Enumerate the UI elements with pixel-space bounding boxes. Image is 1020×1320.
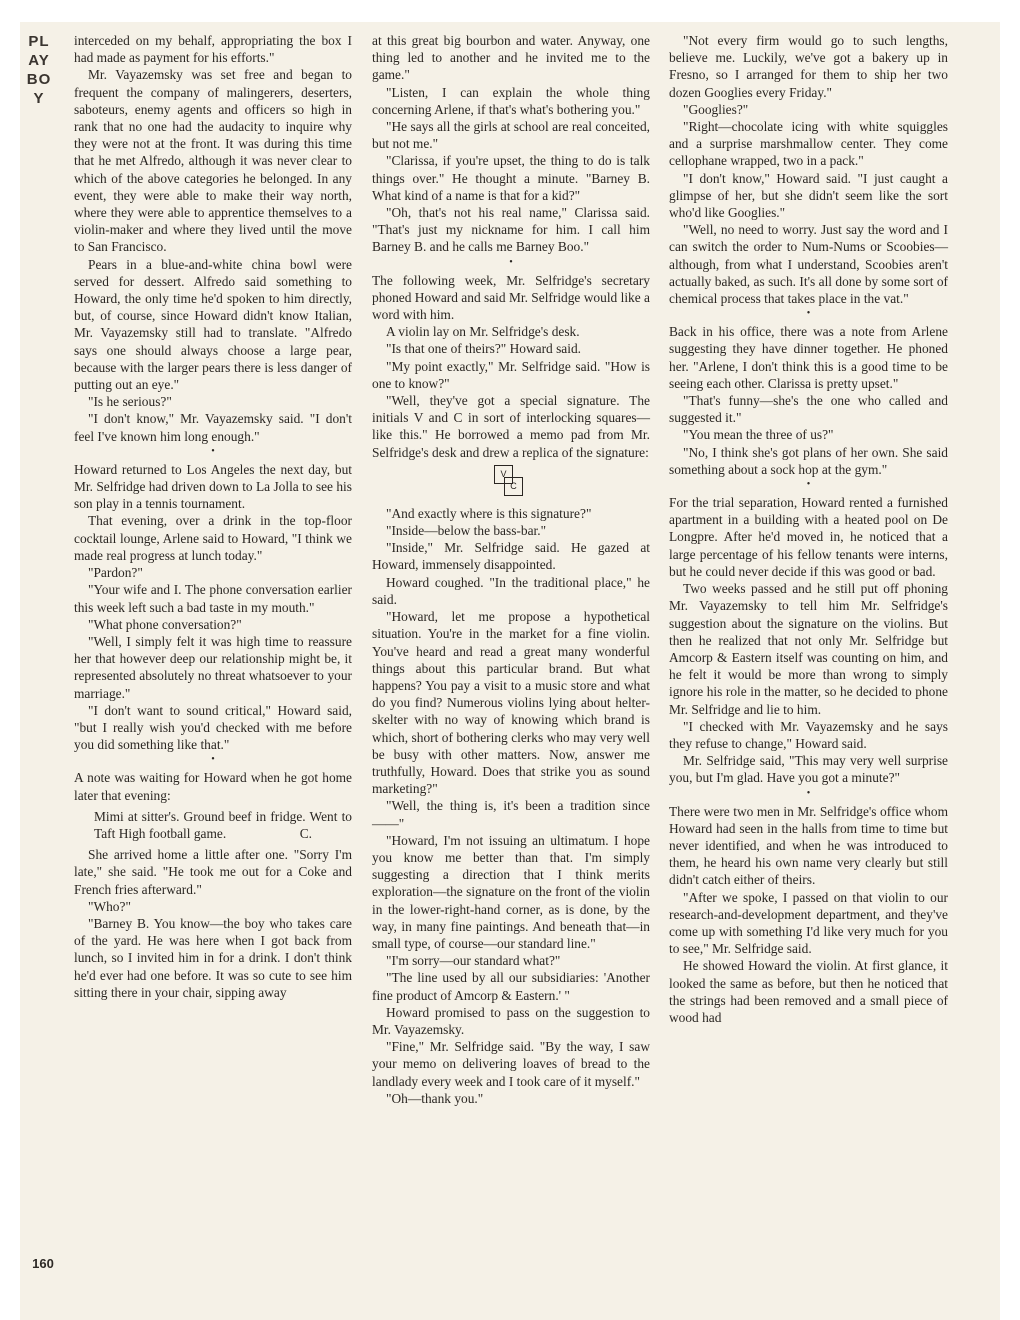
paragraph: "I don't want to sound critical," Howard said, "but I really wish you'd checked with me before you did something like that." [74, 702, 352, 753]
paragraph: Two weeks passed and he still put off phoning Mr. Vayazemsky to tell him Mr. Selfridge's suggestion about the signature on the violins. But then he realized that not only Mr. Selfridge but Amcorp & Eastern itself was counting on him, and he felt it would be more than wrong to simply ignore his role in the matter, so he decided to phone Mr. Selfridge and lie to him. [669, 581, 948, 717]
section-break: • [211, 754, 215, 766]
note-body: Mimi at sitter's. Ground beef in fridge. Went to Taft High football game. [94, 808, 352, 841]
paragraph: "Well, they've got a special signature. The initials V and C in sort of interlocking squares—like this." He borrowed a memo pad from Mr. Selfridge's desk and drew a replica of the signature: [372, 393, 650, 460]
paragraph: "Howard, let me propose a hypothetical situation. You're in the market for a fine violin. You've heard and read a great many wonderful things about this particular brand. But what happens? You pay a visit to a music store and what do you find? Numerous violins lying about helter-skelter with no way of knowing which brand is which, short of bothering clerks who may very well be busy with other matters. Now, answer me truthfully, Howard. Does that strike you as sound marketing?" [372, 609, 650, 797]
paragraph: "The line used by all our subsidiaries: 'Another fine product of Amcorp & Eastern.' " [372, 970, 650, 1003]
paragraph: "Right—chocolate icing with white squiggles and a surprise marshmallow center. They come cellophane wrapped, two in a pack." [669, 119, 948, 169]
magazine-page [20, 22, 1000, 1320]
paragraph: Howard returned to Los Angeles the next day, but Mr. Selfridge had driven down to La Jolla to see his son play in a tennis tournament. [74, 461, 352, 512]
signature-drawing [494, 465, 528, 499]
paragraph: "Well, I simply felt it was high time to reassure her that however deep our relationship might be, it represented absolutely no threat whatsoever to your marriage." [74, 633, 352, 701]
paragraph: at this great big bourbon and water. Anyway, one thing led to another and he invited me to the game." [372, 33, 650, 83]
paragraph: "Inside—below the bass-bar." [386, 523, 547, 539]
paragraph: "I checked with Mr. Vayazemsky and he says they refuse to change," Howard said. [669, 718, 948, 751]
paragraph: "Fine," Mr. Selfridge said. "By the way, I saw your memo on delivering loaves of bread to the landlady every week and I took care of it myself." [372, 1039, 650, 1089]
paragraph: interceded on my behalf, appropriating the box I had made as payment for his efforts." [74, 33, 352, 66]
paragraph: Back in his office, there was a note from Arlene suggesting they have dinner together. He phoned her. "Arlene, I don't think this is a good time to be seeing each other. Clarissa is pretty upset." [669, 324, 948, 391]
paragraph: "You mean the three of us?" [683, 427, 834, 443]
paragraph: For the trial separation, Howard rented a furnished apartment in a building with a heated pool on De Longpre. After he'd moved in, he noticed that a large percentage of his fellow tenants were interns, but he could never decide if this was good or bad. [669, 495, 948, 579]
paragraph: Pears in a blue-and-white china bowl were served for dessert. Alfredo said something to Howard, the only time he'd spoken to him directly, but, of course, since Howard didn't know Italian, Mr. Vayazemsky still had to translate. "Alfredo says one should always choose a large pear, because with the larger pears there is less danger of putting out an eye." [74, 256, 352, 393]
paragraph: "Pardon?" [88, 565, 143, 581]
note-text [94, 808, 352, 842]
paragraph: "Googlies?" [683, 101, 749, 117]
paragraph: "Your wife and I. The phone conversation earlier this week left such a bad taste in my mouth." [74, 582, 352, 615]
paragraph: Howard coughed. "In the traditional place," he said. [372, 574, 650, 607]
paragraph: She arrived home a little after one. "Sorry I'm late," she said. "He took me out for a Coke and French fries afterward." [74, 847, 352, 897]
section-break: • [806, 308, 811, 320]
paragraph: The following week, Mr. Selfridge's secretary phoned Howard and said Mr. Selfridge would like a word with him. [372, 272, 650, 323]
signature-c: C [504, 477, 523, 496]
paragraph: Mr. Vayazemsky was set free and began to frequent the company of malingerers, deserters, saboteurs, enemy agents and officers so high in rank that no one had the audacity to inquire why they were not at the front. It was during this time that he met Alfredo, although it was never clear to which of the above categories he belonged. In any event, they were able to make their way north, where they were able to apprentice themselves to a violin-maker and where they lived until the move to San Francisco. [74, 67, 352, 255]
paragraph: "That's funny—she's the one who called and suggested it." [669, 393, 948, 426]
paragraph: "Barney B. You know—the boy who takes care of the yard. He was here when I got back from lunch, so I invited him in for a drink. I don't think he'd ever had one before. It was so cute to see him sitting there in your chair, sipping away [74, 915, 352, 1000]
paragraph: "Who?" [88, 898, 131, 914]
section-break: • [509, 256, 513, 268]
paragraph: "Howard, I'm not issuing an ultimatum. I hope you know me better than that. I'm simply suggesting a direction that I think merits exploration—the signature on the front of the violin in the lower-right-hand corner, as is done, by the way, in many fine paintings. And beneath that—in small type, of course—our standard line." [372, 832, 650, 951]
paragraph: "Listen, I can explain the whole thing concerning Arlene, if that's what's bothering you." [372, 84, 650, 117]
paragraph: A violin lay on Mr. Selfridge's desk. [386, 324, 580, 340]
paragraph: "I don't know," Howard said. "I just caught a glimpse of her, but she didn't seem like the sort who'd like Googlies." [669, 170, 948, 221]
column-2 [372, 32, 650, 1107]
paragraph: "Well, the thing is, it's been a tradition since——" [372, 798, 650, 831]
paragraph: "I don't know," Mr. Vayazemsky said. "I don't feel I've known him long enough." [74, 411, 352, 444]
paragraph: "Well, no need to worry. Just say the word and I can switch the order to Num-Nums or Scoobies—although, from what I understand, Scoobies aren't actually baked, as such. It's all done by some sort of chemical process that takes place in the vat." [669, 222, 948, 307]
paragraph: Mr. Selfridge said, "This may very well surprise you, but I'm glad. Have you got a minute?" [669, 753, 948, 786]
paragraph: "And exactly where is this signature?" [386, 505, 592, 521]
running-head: PLAYBOY [26, 33, 52, 107]
section-break: • [211, 445, 215, 457]
section-break: • [806, 479, 811, 491]
paragraph: There were two men in Mr. Selfridge's office whom Howard had seen in the halls from time to time but never identified, and when he was introduced to them, he heard his own name very clearly but still didn't catch either of theirs. [669, 803, 948, 888]
paragraph: "Is he serious?" [88, 394, 172, 410]
paragraph: "After we spoke, I passed on that violin to our research-and-development department, and they've come up with something I'd like very much for you to see," Mr. Selfridge said. [669, 889, 948, 957]
paragraph: "I'm sorry—our standard what?" [386, 953, 561, 969]
paragraph: "What phone conversation?" [88, 616, 242, 632]
paragraph: That evening, over a drink in the top-floor cocktail lounge, Arlene said to Howard, "I think we made real progress at lunch today." [74, 513, 352, 563]
column-1 [74, 32, 352, 1001]
paragraph: "Oh, that's not his real name," Clarissa said. "That's just my nickname for him. I call him Barney B. and he calls me Barney Boo." [372, 205, 650, 255]
paragraph: "He says all the girls at school are real conceited, but not me." [372, 119, 650, 152]
note-signature: C. [299, 825, 312, 841]
column-3 [669, 32, 948, 1026]
paragraph: "Not every firm would go to such lengths, believe me. Luckily, we've got a bakery up in Fresno, so I arranged for them to ship her two dozen Googlies every Friday." [669, 33, 948, 100]
page-number: 160 [32, 1256, 54, 1271]
paragraph: "Is that one of theirs?" Howard said. [386, 341, 582, 357]
paragraph: "My point exactly," Mr. Selfridge said. "How is one to know?" [372, 358, 650, 391]
signature-v: V [494, 465, 513, 484]
paragraph: "Clarissa, if you're upset, the thing to do is talk things over." He thought a minute. "Barney B. What kind of a name is that for a kid?" [372, 153, 650, 203]
paragraph: A note was waiting for Howard when he got home later that evening: [74, 770, 352, 803]
paragraph: "Oh—thank you." [386, 1090, 484, 1106]
paragraph: "Inside," Mr. Selfridge said. He gazed at Howard, immensely disappointed. [372, 540, 650, 573]
paragraph: He showed Howard the violin. At first glance, it looked the same as before, but then he noticed that the strings had been removed and a small piece of wood had [669, 958, 948, 1025]
paragraph: "No, I think she's got plans of her own. She said something about a sock hop at the gym." [669, 444, 948, 477]
section-break: • [806, 787, 811, 799]
paragraph: Howard promised to pass on the suggestion to Mr. Vayazemsky. [372, 1004, 650, 1037]
